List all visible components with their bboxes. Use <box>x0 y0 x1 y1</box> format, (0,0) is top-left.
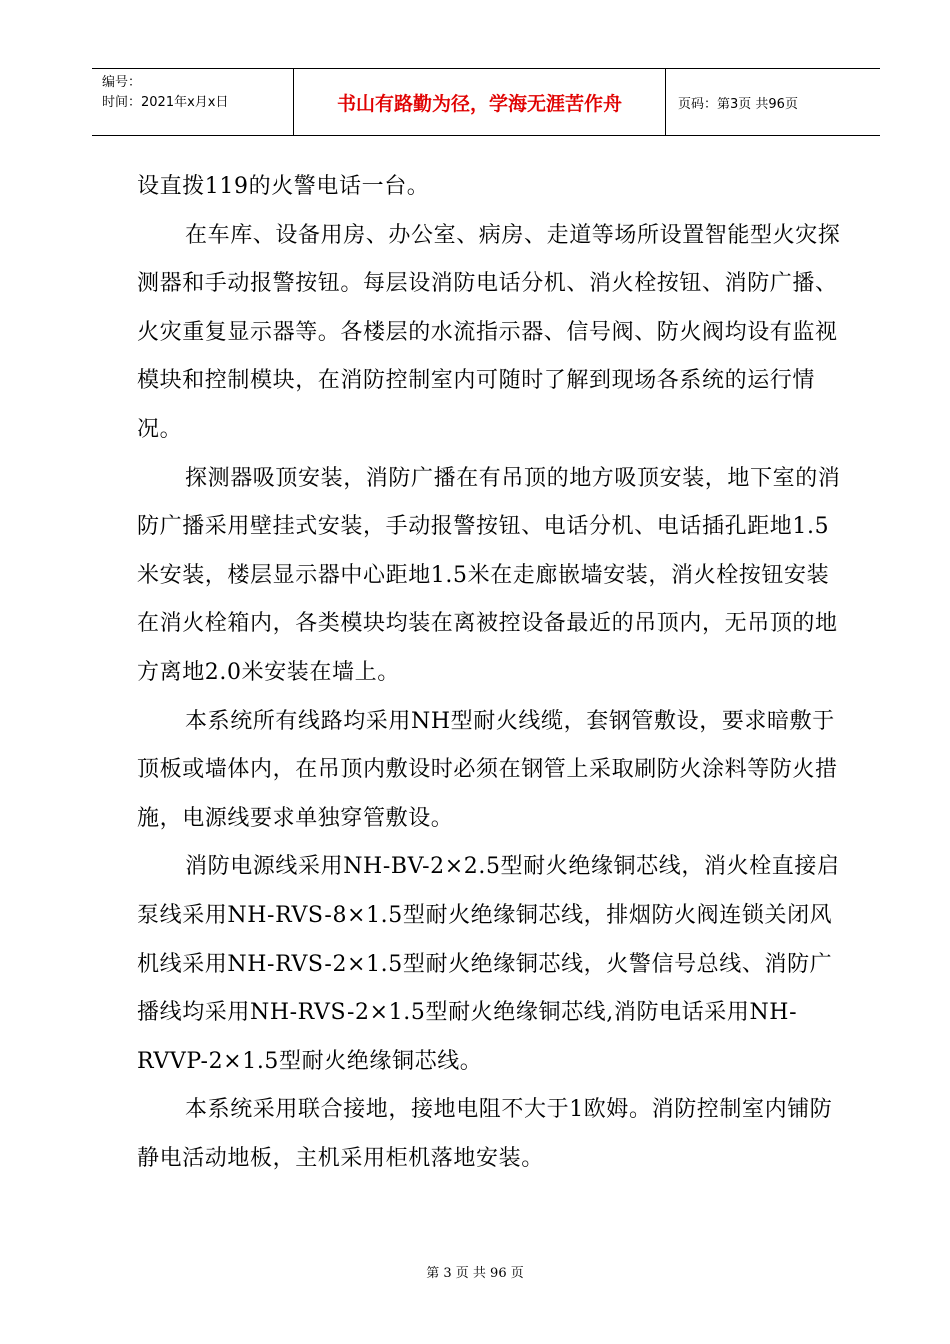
header-page-info: 页码：第3页 共96页 <box>678 96 798 112</box>
paragraph: 本系统采用联合接地，接地电阻不大于1欧姆。消防控制室内铺防静电活动地板，主机采用柜机落地安装。 <box>137 1097 833 1171</box>
document-body <box>137 163 845 1183</box>
paragraph: 设直拨119的火警电话一台。 <box>137 174 430 199</box>
header-motto: 书山有路勤为径，学海无涯苦作舟 <box>294 69 666 135</box>
serial-label: 编号： <box>102 75 142 90</box>
paragraph: 本系统所有线路均采用NH型耐火线缆，套钢管敷设，要求暗敷于顶板或墙体内，在吊顶内敷设时必须在钢管上采取刷防火涂料等防火措施，电源线要求单独穿管敷设。 <box>137 708 838 831</box>
paragraph: 探测器吸顶安装，消防广播在有吊顶的地方吸顶安装，地下室的消防广播采用壁挂式安装，手动报警按钮、电话分机、电话插孔距地1.5米安装，楼层显示器中心距地1.5米在走廊嵌墙安装，消火栓按钮安装在消火栓箱内，各类模块均装在离被控设备最近的吊顶内，无吊顶的地方离地2.0米安装在墙上。 <box>137 465 841 685</box>
header-meta <box>92 69 294 135</box>
time-label: 时间：2021年x月x日 <box>102 95 229 110</box>
paragraph: 消防电源线采用NH-BV-2×2.5型耐火绝缘铜芯线，消火栓直接启泵线采用NH-RVS-8×1.5型耐火绝缘铜芯线，排烟防火阀连锁关闭风机线采用NH-RVS-2×1.5型耐火绝缘铜芯线，火警信号总线、消防广播线均采用NH-RVS-2×1.5型耐火绝缘铜芯线,消防电话采用NH-RVVP-2×1.5型耐火绝缘铜芯线。 <box>137 854 840 1074</box>
paragraph: 在车库、设备用房、办公室、病房、走道等场所设置智能型火灾探测器和手动报警按钮。每层设消防电话分机、消火栓按钮、消防广播、火灾重复显示器等。各楼层的水流指示器、信号阀、防火阀均设有监视模块和控制模块，在消防控制室内可随时了解到现场各系统的运行情况。 <box>137 222 841 442</box>
page-footer: 第 3 页 共 96 页 <box>426 1266 524 1281</box>
document-header <box>92 68 880 136</box>
